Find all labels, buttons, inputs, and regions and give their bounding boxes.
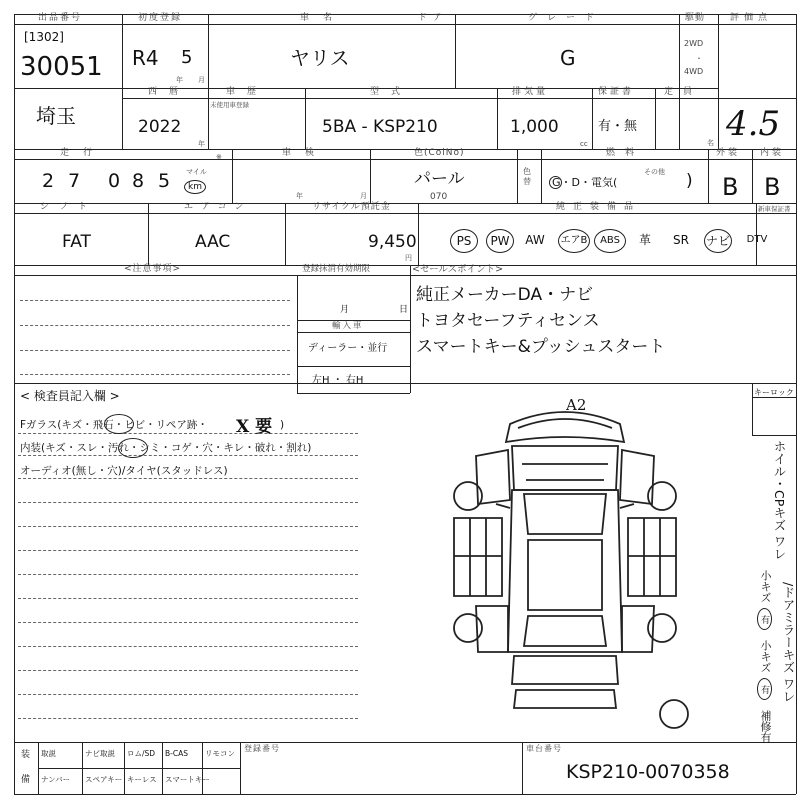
grid-line xyxy=(297,332,410,333)
grid-line xyxy=(679,14,680,149)
inspector-line-3: オーディオ(無し・穴)/タイヤ(スタッドレス) xyxy=(20,465,228,477)
capacity-label: 定員 xyxy=(664,87,703,97)
vehicle-history-label: 車歴 xyxy=(226,87,269,97)
yen-unit: 円 xyxy=(405,254,412,262)
grid-line xyxy=(541,149,542,203)
equipment-5: 革 xyxy=(638,233,651,247)
import-type: ディーラー・並行 xyxy=(308,343,388,354)
diagram-mark: A2 xyxy=(566,396,587,414)
displacement: 1,000 xyxy=(510,117,559,137)
displacement-label: 排気量 xyxy=(512,87,549,97)
key-lock-label: キーロック xyxy=(754,388,794,397)
note-line xyxy=(20,300,290,301)
grid-line xyxy=(297,366,410,367)
mileage-prefix: ※ xyxy=(216,153,222,161)
note-line xyxy=(18,455,358,456)
side-note-1: ホイル・CPキズ ワレ xyxy=(772,440,787,561)
bottom-item: B-CAS xyxy=(165,749,188,758)
color-name: パール xyxy=(414,169,465,189)
month-unit: 月 xyxy=(198,76,205,84)
exhibit-no-label: 出品番号 xyxy=(38,13,83,23)
recycle-fee: 9,450 xyxy=(368,232,417,252)
grid-line xyxy=(297,275,298,393)
aircon: AAC xyxy=(195,232,231,252)
grid-line xyxy=(370,149,371,203)
region-label: 埼玉 xyxy=(36,104,76,128)
fuel-other: その他 xyxy=(644,168,665,176)
equipment-7: ナビ xyxy=(704,229,732,253)
note-line xyxy=(20,374,290,375)
interior-grade: B xyxy=(764,173,781,201)
first-reg-label: 初度登録 xyxy=(138,13,183,23)
color-code: 070 xyxy=(430,192,448,202)
grid-line xyxy=(522,742,523,794)
inspector-line-1-mark: X 要 xyxy=(236,417,273,437)
recycle-label: リサイクル預託金 xyxy=(312,202,391,212)
grade: G xyxy=(560,46,576,70)
grid-line xyxy=(14,794,796,795)
bottom-item: スペアキー xyxy=(85,775,123,784)
grid-line xyxy=(162,742,163,794)
new-car-warranty-label: 新車保証書 xyxy=(758,205,791,213)
mileage-label: 走行 xyxy=(60,148,107,158)
side-note-2b: 有 xyxy=(757,608,772,630)
first-reg-month: 5 xyxy=(181,47,193,68)
reg-day-unit: 日 xyxy=(399,305,409,315)
color-label: 色(ColNo) xyxy=(414,148,465,158)
note-line xyxy=(18,574,358,575)
grid-line xyxy=(232,149,233,203)
note-line xyxy=(18,478,358,479)
side-label-1: 装 xyxy=(21,750,31,760)
equipment-1: PW xyxy=(486,229,514,253)
bottom-item: 取説 xyxy=(41,749,56,758)
fuel-options: G・D・電気( xyxy=(552,176,618,189)
equipment-6: SR xyxy=(673,233,689,247)
sales-point-3: スマートキー&プッシュスタート xyxy=(416,337,666,357)
grid-line xyxy=(455,14,456,88)
grid-line xyxy=(14,383,796,384)
notes-label: <注意事項> xyxy=(124,264,182,274)
chassis-number: KSP210-0070358 xyxy=(566,761,730,783)
import-car-label: 輸入車 xyxy=(332,321,364,331)
grid-line xyxy=(240,742,241,794)
score-handwritten: 4.5 xyxy=(726,104,781,144)
mileage-digit-4: 5 xyxy=(158,170,171,192)
capacity-unit: 名 xyxy=(707,139,714,147)
mileage-digit-0: 2 xyxy=(42,170,63,192)
history-note: 未使用車登録 xyxy=(210,101,249,109)
grid-line xyxy=(718,14,719,149)
grid-line xyxy=(202,742,203,794)
inspection-year-unit: 年 xyxy=(296,192,303,200)
grid-line xyxy=(14,24,796,25)
fuel-label: 燃料 xyxy=(606,148,645,158)
note-line xyxy=(18,718,358,719)
grid-line xyxy=(796,14,797,794)
grid-line xyxy=(124,742,125,794)
model-year: 2022 xyxy=(138,117,182,137)
sales-points-label: <セールスポイント> xyxy=(412,264,504,275)
note-line xyxy=(18,550,358,551)
grid-line xyxy=(14,14,15,794)
equipment-8: DTV xyxy=(746,234,768,245)
bottom-item: ナビ取説 xyxy=(85,749,115,758)
grid-line xyxy=(122,98,796,99)
grid-line xyxy=(14,213,796,214)
inspector-notes-label: < 検査員記入欄 > xyxy=(20,389,120,403)
grid-line xyxy=(752,435,796,436)
lot-code: [1302] xyxy=(24,30,64,44)
grid-line xyxy=(82,742,83,794)
inspector-line-1: Fガラス(キズ・飛石・ヒビ・リペア跡・ xyxy=(20,419,208,431)
reg-expiry-label: 登録抹消有効期限 xyxy=(302,264,371,274)
car-name: ヤリス xyxy=(290,46,350,70)
note-line xyxy=(18,598,358,599)
grid-line xyxy=(517,149,518,203)
lot-number: 30051 xyxy=(20,52,103,82)
equipment-3: エアB xyxy=(558,229,590,253)
grade-label: グレード xyxy=(528,13,605,23)
shift: FAT xyxy=(62,232,91,252)
note-line xyxy=(18,694,358,695)
note-line xyxy=(20,350,290,351)
car-name-label: 車名 xyxy=(300,13,347,23)
exterior-grade: B xyxy=(722,173,739,201)
grid-line xyxy=(752,383,753,435)
reg-number-label: 登録番号 xyxy=(244,744,280,753)
grid-line xyxy=(122,14,123,149)
note-line xyxy=(20,325,290,326)
model-year-label: 西暦 xyxy=(148,87,191,97)
mileage-unit-km: km xyxy=(184,180,206,194)
circle-mark xyxy=(118,438,148,458)
grid-line xyxy=(752,149,753,203)
aircon-label: エアコン xyxy=(184,202,252,212)
side-note-3b: 小キズ xyxy=(759,640,772,673)
grid-line xyxy=(38,768,240,769)
model-type: 5BA - KSP210 xyxy=(322,117,438,137)
equipment-4: ABS xyxy=(594,229,626,253)
drive-dot: ・ xyxy=(695,54,703,63)
grid-line xyxy=(208,14,209,88)
grid-line xyxy=(14,275,796,276)
bottom-item: キーレス xyxy=(127,775,157,784)
note-line xyxy=(18,433,358,434)
equipment-0: PS xyxy=(450,229,478,253)
side-note-3c: 有 xyxy=(757,678,772,700)
bottom-item: ロム/SD xyxy=(127,749,156,758)
door-label: ドア xyxy=(418,13,448,23)
exterior-label: 外装 xyxy=(716,148,741,158)
bottom-item: リモコン xyxy=(205,749,235,758)
model-year-unit: 年 xyxy=(198,140,205,148)
side-note-2a: 小キズ xyxy=(759,570,772,603)
note-line xyxy=(18,670,358,671)
grid-line xyxy=(297,393,410,394)
mileage-digit-3: 8 xyxy=(132,170,145,192)
cc-unit: cc xyxy=(580,140,588,148)
sales-point-2: トヨタセーフティセンス xyxy=(416,311,600,331)
warranty-label: 保証書 xyxy=(598,87,635,97)
sales-point-1: 純正メーカーDA・ナビ xyxy=(416,285,594,305)
grid-line xyxy=(708,149,709,203)
equipment-2: AW xyxy=(525,233,545,247)
warranty: 有・無 xyxy=(598,119,638,134)
car-diagram xyxy=(440,390,690,740)
mileage-unit-mile: マイル xyxy=(186,168,207,176)
grid-line xyxy=(14,149,796,150)
side-note-4: 補修有 xyxy=(759,710,772,743)
note-line xyxy=(18,622,358,623)
drive-4wd: 4WD xyxy=(684,67,704,76)
grid-line xyxy=(410,265,411,393)
mileage-digit-2: 0 xyxy=(108,170,121,192)
grid-line xyxy=(14,159,796,160)
inspector-line-1-close: ) xyxy=(280,419,285,431)
note-line xyxy=(18,502,358,503)
mileage-digit-1: 7 xyxy=(68,170,81,192)
chassis-no-label: 車台番号 xyxy=(526,744,562,753)
shift-label: シフト xyxy=(40,202,98,212)
model-type-label: 型式 xyxy=(370,87,413,97)
genuine-equipment-label: 純正装備品 xyxy=(556,202,642,212)
inspection-month-unit: 月 xyxy=(360,192,367,200)
drive-label: 駆動 xyxy=(685,13,706,23)
color-change-label: 色替 xyxy=(523,167,531,186)
inspector-line-2: 内装(キズ・スレ・汚れ・シミ・コゲ・穴・キレ・破れ・割れ) xyxy=(20,442,312,454)
handle-side: 左H ・ 右H xyxy=(312,375,364,386)
fuel-close: ) xyxy=(686,171,693,191)
reg-month-unit: 月 xyxy=(340,305,350,315)
bottom-item: スマートキー xyxy=(165,775,210,784)
year-unit: 年 xyxy=(176,76,183,84)
inspection-label: 車検 xyxy=(282,148,329,158)
score-label: 評価点 xyxy=(730,13,773,23)
side-label-2: 備 xyxy=(21,775,31,785)
grid-line xyxy=(14,742,796,743)
interior-label: 内装 xyxy=(760,148,785,158)
bottom-item: ナンバー xyxy=(41,775,71,784)
grid-line xyxy=(14,203,796,204)
note-line xyxy=(18,526,358,527)
side-note-3a: /ドアミラーキズ ワレ xyxy=(781,582,796,703)
first-reg-year: R4 xyxy=(132,46,159,70)
circle-mark xyxy=(104,414,134,434)
note-line xyxy=(18,646,358,647)
drive-2wd: 2WD xyxy=(684,39,704,48)
